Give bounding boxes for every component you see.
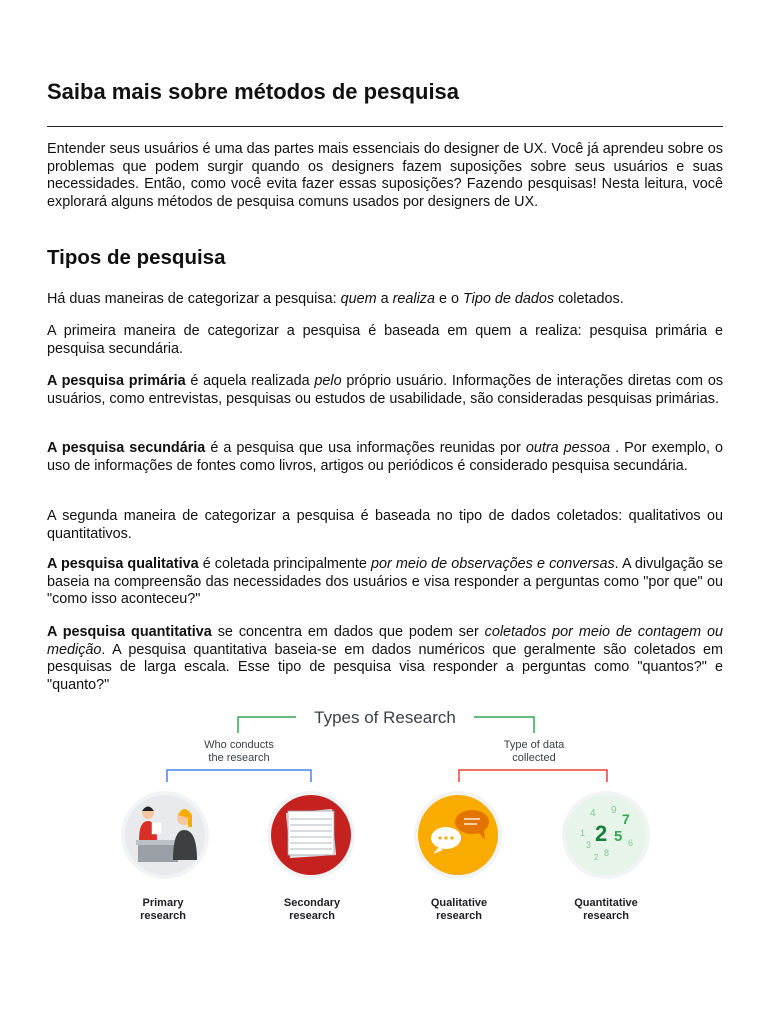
svg-text:1: 1 (580, 828, 586, 838)
primary-research-label-2: research (140, 910, 186, 922)
who-conducts-label: Who conducts (204, 739, 274, 751)
qualitative-research-label-2: research (436, 910, 482, 922)
paragraph-primary: A pesquisa primária é aquela realizada pelo próprio usuário. Informações de interações diretas com os usuários, como entrevistas, pesquisas ou estudos de usabilidade, são consideradas pesquisas primárias. (47, 373, 724, 407)
quantitative-research-label: Quantitative (574, 897, 638, 909)
who-bracket (167, 770, 311, 782)
title-divider (47, 126, 723, 127)
paragraph-qualitative: A pesquisa qualitativa é coletada principalmente por meio de observações e conversas. A divulgação se baseia na compreensão das necessidades dos usuários e visa responder a perguntas como "por que" ou "como isso aconteceu?" (47, 556, 723, 607)
type-of-data-label-2: collected (512, 752, 556, 764)
type-of-data-label: Type of data (503, 739, 565, 751)
term-primary: A pesquisa primária (47, 373, 186, 389)
svg-text:2: 2 (595, 821, 608, 846)
paragraph-quantitative: A pesquisa quantitativa se concentra em dados que podem ser coletados por meio de contagem ou medição. A pesquisa quantitativa baseia-se em dados numéricos que geralmente são coletados em pesquisas de larga escala. Esse tipo de pesquisa visa responder a perguntas como "quantos?" e "quanto?" (47, 624, 723, 693)
term-quantitative: A pesquisa quantitativa (47, 624, 212, 640)
paragraph-second-way: A segunda maneira de categorizar a pesquisa é baseada no tipo de dados coletados: qualitativos ou quantitativos. (47, 508, 723, 542)
term-secondary: A pesquisa secundária (47, 440, 206, 456)
svg-text:9: 9 (611, 805, 617, 816)
quantitative-research-icon (562, 791, 650, 879)
svg-text:2: 2 (594, 853, 599, 862)
paragraph-first-way: A primeira maneira de categorizar a pesquisa é baseada em quem a realiza: pesquisa primária e pesquisa secundária. (47, 323, 723, 357)
paragraph-ways: Há duas maneiras de categorizar a pesquisa: quem a realiza e o Tipo de dados coletados. (47, 291, 624, 307)
svg-text:8: 8 (604, 848, 610, 858)
types-of-research-infographic (0, 700, 768, 940)
infographic-title: Types of Research (314, 708, 456, 727)
quantitative-research-label-2: research (583, 910, 629, 922)
term-qualitative: A pesquisa qualitativa (47, 556, 199, 572)
svg-text:5: 5 (614, 828, 623, 845)
secondary-research-icon (267, 791, 355, 879)
page-title: Saiba mais sobre métodos de pesquisa (47, 79, 460, 104)
paragraph-secondary: A pesquisa secundária é a pesquisa que usa informações reunidas por outra pessoa . Por exemplo, o uso de informações de fontes como livros, artigos ou periódicos é considerado pesquisa secundária. (47, 440, 724, 474)
who-conducts-label-2: the research (208, 752, 270, 764)
primary-research-label: Primary (142, 897, 184, 909)
svg-text:4: 4 (590, 808, 596, 819)
section-title: Tipos de pesquisa (47, 246, 226, 269)
svg-text:7: 7 (622, 811, 630, 827)
svg-text:3: 3 (586, 840, 592, 850)
secondary-research-label: Secondary (283, 897, 341, 909)
svg-text:6: 6 (628, 838, 634, 848)
type-bracket (459, 770, 607, 782)
primary-research-icon (121, 791, 209, 879)
qualitative-research-icon (414, 791, 502, 879)
intro-paragraph: Entender seus usuários é uma das partes mais essenciais do designer de UX. Você já aprendeu sobre os problemas que podem surgir quando os designers fazem suposições sobre seus usuários e suas necessidades. Então, como você evita fazer essas suposições? Fazendo pesquisas! Nesta leitura, você explorará alguns métodos de pesquisa comuns usados por designers de UX. (47, 141, 723, 210)
qualitative-research-label: Qualitative (430, 897, 488, 909)
secondary-research-label-2: research (289, 910, 335, 922)
